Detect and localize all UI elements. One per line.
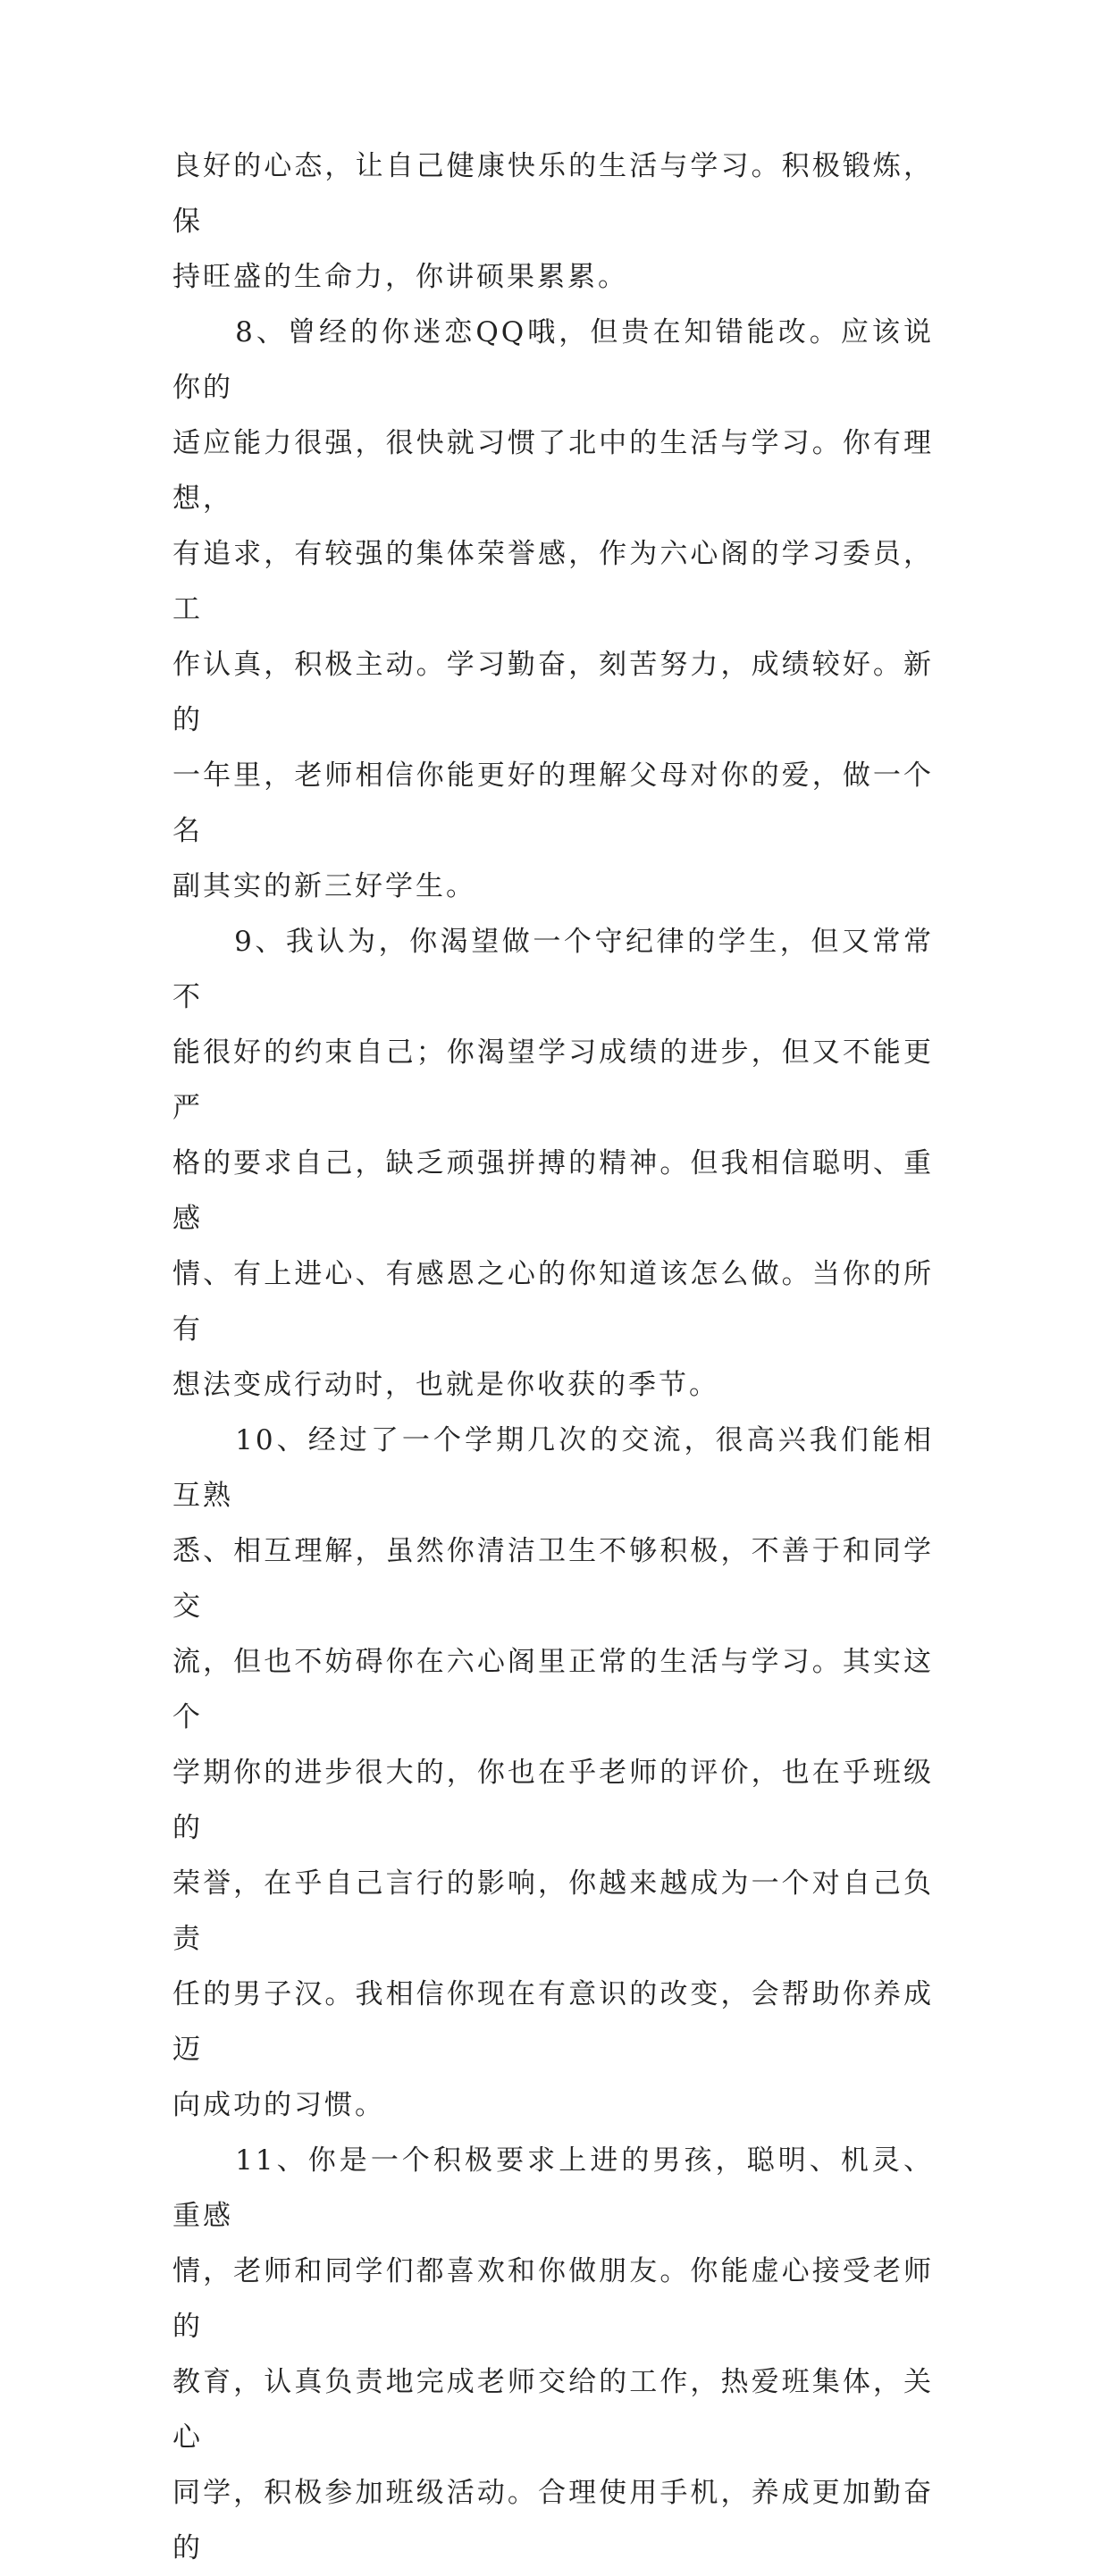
document-body — [172, 138, 934, 2576]
paragraph-comment-10: 10、经过了一个学期几次的交流，很高兴我们能相互熟 悉、相互理解，虽然你清洁卫生不够积极，不善于和同学交 流，但也不妨碍你在六心阁里正常的生活与学习。其实这个 学期你的进步很大的，你也在乎老师的评价，也在乎班级的 荣誉，在乎自己言行的影响，你越来越成为一个对自己负责 任的男子汉。我相信你现在有意识的改变，会帮助你养成迈 向成功的习惯。 — [172, 1424, 934, 2121]
paragraph-comment-9: 9、我认为，你渴望做一个守纪律的学生，但又常常不 能很好的约束自己；你渴望学习成绩的进步，但又不能更严 格的要求自己，缺乏顽强拼搏的精神。但我相信聪明、重感 情、有上进心、有感恩之心的你知道该怎么做。当你的所有 想法变成行动时，也就是你收获的季节。 — [172, 926, 934, 1401]
paragraph-comment-11: 11、你是一个积极要求上进的男孩，聪明、机灵、重感 情，老师和同学们都喜欢和你做朋友。你能虚心接受老师的 教育，认真负责地完成老师交给的工作，热爱班集体，关心 同学，积极参加班级活动。合理使用手机，养成更加勤奋的 — [172, 2144, 934, 2564]
paragraph-comment-8: 8、曾经的你迷恋QQ哦，但贵在知错能改。应该说你的 适应能力很强，很快就习惯了北中的生活与学习。你有理想， 有追求，有较强的集体荣誉感，作为六心阁的学习委员，工 作认真，积极主动。学习勤奋，刻苦努力，成绩较好。新的 一年里，老师相信你能更好的理解父母对你的爱，做一个名 副其实的新三好学生。 — [172, 316, 934, 902]
paragraph-continuation: 良好的心态，让自己健康快乐的生活与学习。积极锻炼，保 持旺盛的生命力，你讲硕果累累。 — [172, 150, 934, 293]
